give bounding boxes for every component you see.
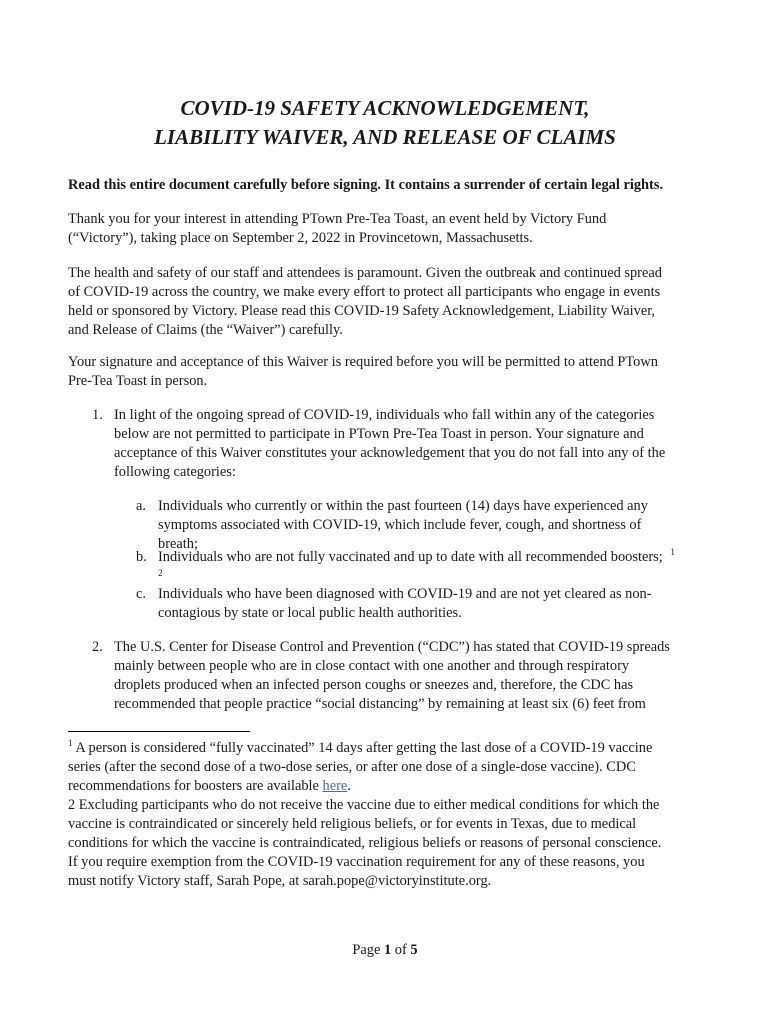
boosters-link[interactable]: here	[322, 778, 348, 794]
list-item-line: droplets produced when an infected person coughs or sneezes and, therefore, the CDC has	[114, 677, 634, 693]
sub-item-a	[136, 497, 704, 554]
list-item-line: below are not permitted to participate in PTown Pre-Tea Toast in person. Your signature and	[114, 426, 644, 442]
footnote-text: recommendations for boosters are available	[68, 778, 323, 794]
signature-paragraph	[68, 353, 704, 391]
warning-notice: Read this entire document carefully before signing. It contains a surrender of certain legal rights.	[68, 177, 664, 193]
sub-item-line: Individuals who currently or within the past fourteen (14) days have experienced any	[158, 498, 648, 514]
footnote-line	[68, 739, 704, 758]
title-line-2: LIABILITY WAIVER, AND RELEASE OF CLAIMS	[154, 125, 616, 149]
list-item-line: The U.S. Center for Disease Control and Prevention (“CDC”) has stated that COVID-19 spreads	[114, 639, 670, 655]
total-pages: 5	[410, 942, 418, 958]
current-page: 1	[383, 942, 392, 958]
footnote-line	[68, 777, 704, 796]
document-title	[0, 94, 770, 152]
sub-item-line: Individuals who have been diagnosed with COVID-19 and are not yet cleared as non-	[158, 586, 652, 602]
list-item-line: mainly between people who are in close contact with one another and through respiratory	[114, 658, 630, 674]
sub-item-letter: c.	[136, 586, 146, 602]
sub-item-line: contagious by state or local public health authorities.	[158, 605, 462, 621]
list-item-line: In light of the ongoing spread of COVID-19, individuals who fall within any of the categories	[114, 407, 655, 423]
paragraph-line: The health and safety of our staff and attendees is paramount. Given the outbreak and continued spread	[68, 265, 662, 281]
sub-item-line: symptoms associated with COVID-19, which include fever, cough, and shortness of	[158, 517, 642, 533]
list-number: 2.	[92, 639, 103, 655]
paragraph-line: held or sponsored by Victory. Please read this COVID-19 Safety Acknowledgement, Liability Waiver,	[68, 303, 656, 319]
paragraph-line: of COVID-19 across the country, we make every effort to protect all participants who engage in events	[68, 284, 661, 300]
footnote-ref-1[interactable]: 1	[670, 547, 675, 558]
list-item-line: recommended that people practice “social distancing” by remaining at least six (6) feet from	[114, 696, 646, 712]
list-item-line: acceptance of this Waiver constitutes your acknowledgement that you do not fall into any of the	[114, 445, 666, 461]
sub-item-letter: b.	[136, 549, 147, 565]
footnote-ref-2[interactable]: 2	[158, 568, 163, 578]
footnote-line: series (after the second dose of a two-dose series, or after one dose of a single-dose vaccine). CDC	[68, 759, 636, 775]
footnote-line: If you require exemption from the COVID-19 vaccination requirement for any of these reasons, you	[68, 854, 645, 870]
footnote-line: must notify Victory staff, Sarah Pope, at sarah.pope@victoryinstitute.org.	[68, 873, 492, 889]
paragraph-line: (“Victory”), taking place on September 2, 2022 in Provincetown, Massachusetts.	[68, 230, 533, 246]
paragraph-line: Thank you for your interest in attending PTown Pre-Tea Toast, an event held by Victory Fund	[68, 211, 607, 227]
sub-item-line: Individuals who are not fully vaccinated and up to date with all recommended boosters;	[158, 549, 663, 565]
page-number	[0, 942, 770, 959]
footnote-line: vaccine is contraindicated or sincerely held religious beliefs, or for events in Texas, due to medical	[68, 816, 637, 832]
footnote-1	[68, 739, 704, 796]
title-line-1: COVID-19 SAFETY ACKNOWLEDGEMENT,	[180, 96, 590, 120]
footnote-line: conditions for which the vaccine is contraindicated, religious beliefs or reasons of personal conscience.	[68, 835, 662, 851]
intro-paragraph	[68, 210, 704, 248]
of-word: of	[394, 942, 407, 958]
footnote-divider	[68, 731, 250, 732]
sub-item-letter: a.	[136, 498, 146, 514]
list-number: 1.	[92, 407, 103, 423]
sub-item-b	[136, 547, 704, 579]
footnote-line: 2 Excluding participants who do not receive the vaccine due to either medical conditions for which the	[68, 797, 660, 813]
footnote-text: A person is considered “fully vaccinated” 14 days after getting the last dose of a COVID-19 vaccine	[75, 740, 653, 756]
list-item-1	[92, 406, 714, 482]
list-item-2	[92, 638, 714, 714]
page-word: Page	[352, 942, 381, 958]
paragraph-line: and Release of Claims (the “Waiver”) carefully.	[68, 322, 343, 338]
footnote-2	[68, 796, 704, 891]
footnote-text: .	[347, 778, 351, 794]
paragraph-line: Your signature and acceptance of this Waiver is required before you will be permitted to attend PTown	[68, 354, 658, 370]
sub-item-line: breath;	[158, 536, 198, 552]
safety-paragraph	[68, 264, 704, 340]
footnote-marker: 1	[68, 738, 73, 749]
paragraph-line: Pre-Tea Toast in person.	[68, 373, 208, 389]
list-item-line: following categories:	[114, 464, 236, 480]
sub-item-c	[136, 585, 704, 623]
